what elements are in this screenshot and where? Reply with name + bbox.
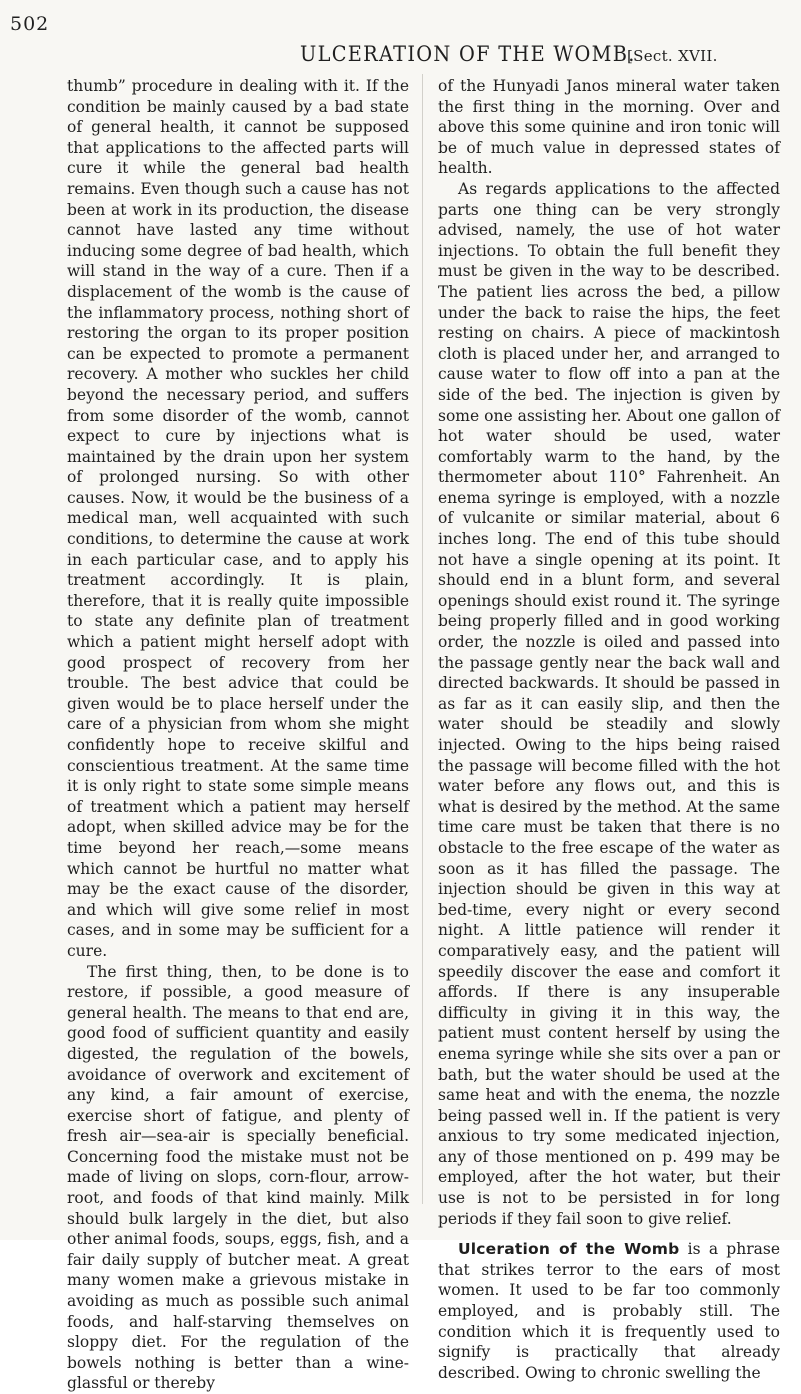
- paragraph: of the Hunyadi Janos mineral water taken the first thing in the morning. Over and above this some quinine and iron tonic will be of much value in depressed states of health.: [438, 77, 780, 178]
- paragraph-text: is a phrase that strikes terror to the ears of most women. It used to be far too commonly employed, and is probably still. The condition which it is frequently used to signify is practically that already described. Owing to chronic swelling the: [438, 1240, 780, 1382]
- section-heading: Ulceration of the Womb: [458, 1240, 680, 1259]
- page-number: 502: [10, 13, 50, 35]
- column-divider: [422, 74, 423, 1204]
- paragraph: As regards applications to the affected parts one thing can be very strongly advised, namely, the use of hot water injections. To obtain the full benefit they must be given in the way to be described. The patient lies across the bed, a pillow under the back to raise the hips, the feet resting on chairs. A piece of mackintosh cloth is placed under her, and arranged to cause water to flow off into a pan at the side of the bed. The injection is given by some one assisting her. About one gallon of hot water should be used, water comfortably warm to the hand, by the thermometer about 110° Fahrenheit. An enema syringe is employed, with a nozzle of vulcanite or similar material, about 6 inches long. The end of this tube should not have a single opening at its point. It should end in a blunt form, and several openings should exist round it. The syringe being properly filled and in good working order, the nozzle is oiled and passed into the passage gently near the back wall and directed backwards. It should be passed in as far as it can easily slip, and then the water should be steadily and slowly injected. Owing to the hips being raised the passage will become filled with the hot water before any flows out, and this is what is desired by the method. At the same time care must be taken that there is no obstacle to the free escape of the water as soon as it has filled the passage. The injection should be given in this way at bed-time, every night or every second night. A little patience will render it comparatively easy, and the patient will speedily discover the ease and comfort it affords. If there is any insuperable difficulty in giving it in this way, the patient must content herself by using the enema syringe while she sits over a pan or bath, but the water should be used at the same heat and with the enema, the nozzle being passed well in. If the patient is very anxious to try some medicated injection, any of those mentioned on p. 499 may be employed, after the hot water, but their use is not to be persisted in for long periods if they fail soon to give relief.: [438, 179, 780, 1228]
- section-reference: [Sect. XVII.: [627, 47, 718, 65]
- paragraph-with-heading: [438, 1239, 780, 1383]
- running-head: ULCERATION OF THE WOMB.: [300, 42, 636, 66]
- paragraph: thumb” procedure in dealing with it. If the condition be mainly caused by a bad state of general health, it cannot be supposed that applications to the affected parts will cure it while the general bad health remains. Even though such a cause has not been at work in its production, the disease cannot have lasted any time without inducing some degree of bad health, which will stand in the way of a cure. Then if a displacement of the womb is the cause of the inflammatory process, nothing short of restoring the organ to its proper position can be expected to promote a permanent recovery. A mother who suckles her child beyond the necessary period, and suffers from some disorder of the womb, cannot expect to cure by injections what is maintained by the drain upon her system of prolonged nursing. So with other causes. Now, it would be the business of a medical man, well acquainted with such conditions, to determine the cause at work in each particular case, and to apply his treatment accordingly. It is plain, therefore, that it is really quite impossible to state any definite plan of treatment which a patient might herself adopt with good prospect of recovery from her trouble. The best advice that could be given would be to place herself under the care of a physician from whom she might confidently hope to receive skilful and conscientious treatment. At the same time it is only right to state some simple means of treatment which a patient may herself adopt, when skilled advice may be for the time beyond her reach,—some means which cannot be hurtful no matter what may be the exact cause of the disorder, and which will give some relief in most cases, and in some may be sufficient for a cure.: [67, 77, 409, 960]
- paragraph: The first thing, then, to be done is to restore, if possible, a good measure of general health. The means to that end are, good food of sufficient quantity and easily digested, the regulation of the bowels, avoidance of overwork and excitement of any kind, a fair amount of exercise, exercise short of fatigue, and plenty of fresh air—sea-air is specially beneficial. Concerning food the mistake must not be made of living on slops, corn-flour, arrow-root, and foods of that kind mainly. Milk should bulk largely in the diet, but also other animal foods, soups, eggs, fish, and a fair daily supply of butcher meat. A great many women make a grievous mistake in avoiding as much as possible such animal foods, and half-starving themselves on sloppy diet. For the regulation of the bowels nothing is better than a wine-glassful or thereby: [67, 962, 409, 1393]
- left-column: [67, 76, 409, 1394]
- right-column: [438, 76, 780, 1383]
